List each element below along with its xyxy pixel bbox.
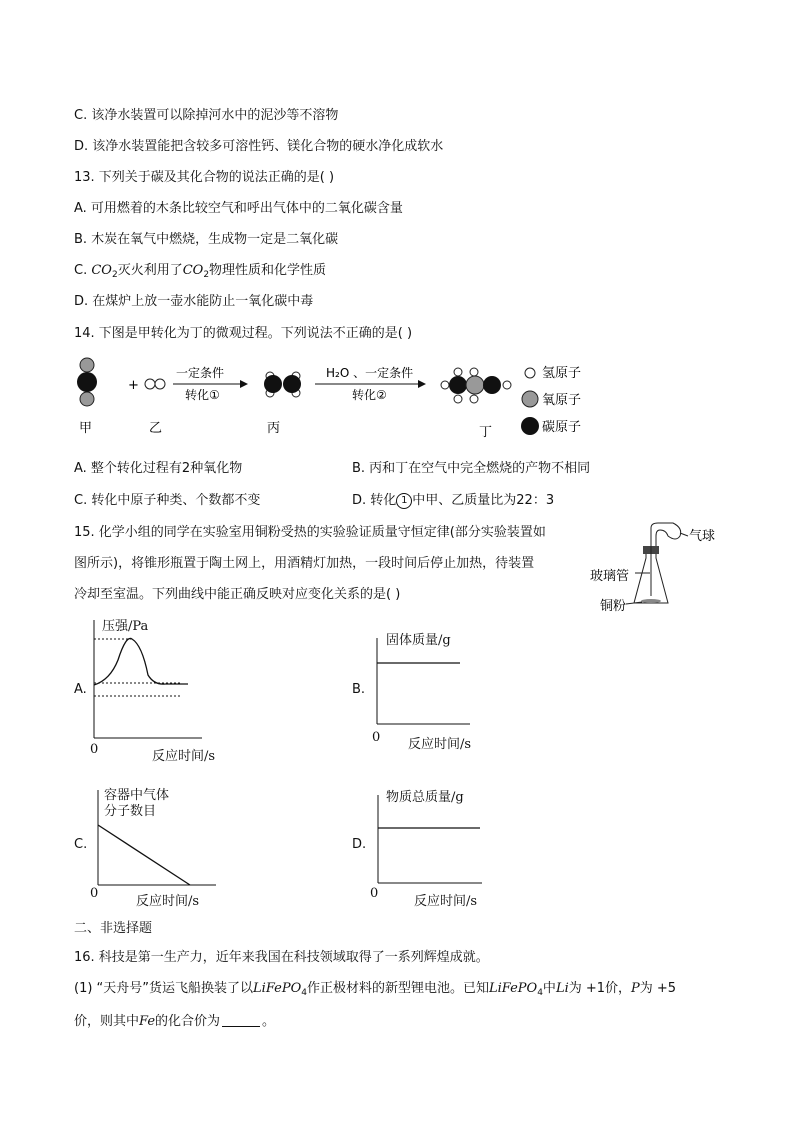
hydrogen-atom (441, 381, 449, 389)
arrow-2-head (418, 380, 426, 388)
q14-option-a: A. 整个转化过程有2种氧化物 (74, 461, 243, 476)
hydrogen-atom (454, 368, 462, 376)
graph-c-letter: C. (74, 837, 88, 852)
legend-oxygen-label: 氧原子 (542, 393, 582, 408)
q12-option-d: D. 该净水装置能把含较多可溶性钙、镁化合物的硬水净化成软水 (74, 139, 444, 154)
label-bing: 丙 (267, 421, 281, 436)
copper-powder-icon (641, 599, 661, 603)
q13-option-a: A. 可用燃着的木条比较空气和呼出气体中的二氧化碳含量 (74, 201, 403, 216)
q13-option-d: D. 在煤炉上放一壶水能防止一氧化碳中毒 (74, 294, 314, 309)
label-ding: 丁 (479, 425, 493, 440)
glass-tube-label: 玻璃管 (590, 569, 630, 584)
arrow1-top-label: 一定条件 (176, 366, 225, 380)
decreasing-line (98, 825, 190, 885)
hydrogen-atom (145, 379, 155, 389)
element-li: Li (555, 981, 569, 996)
subscript: 4 (301, 988, 307, 998)
formula-lifepo4: LiFePO (253, 981, 302, 996)
pressure-curve (94, 638, 188, 685)
q13c-post: 物理性质和化学性质 (209, 263, 327, 278)
graph-c-ylabel-1: 容器中气体 (104, 788, 170, 803)
graph-c-xlabel: 反应时间/s (136, 894, 200, 909)
graph-d (374, 795, 486, 887)
graph-b-origin: 0 (372, 730, 381, 745)
graph-b-ylabel: 固体质量/g (386, 633, 451, 648)
q14d-prefix: D. 转化 (352, 493, 397, 508)
balloon-pointer (680, 533, 688, 536)
legend-carbon-label: 碳原子 (542, 420, 582, 435)
q13-option-c (74, 259, 326, 280)
balloon-label: 气球 (689, 529, 716, 544)
q12-option-c: C. 该净水装置可以除掉河水中的泥沙等不溶物 (74, 108, 339, 123)
co2-formula: CO (91, 263, 112, 278)
graph-a-origin: 0 (90, 742, 99, 757)
arrow2-top-label: H₂O 、一定条件 (326, 366, 414, 380)
graph-a-ylabel: 压强/Pa (102, 619, 149, 634)
element-fe: Fe (139, 1014, 156, 1029)
hydrogen-atom (503, 381, 511, 389)
arrow-1-head (240, 380, 248, 388)
hydrogen-atom (470, 395, 478, 403)
q13-stem: 13. 下列关于碳及其化合物的说法正确的是( ) (74, 170, 335, 185)
co2-formula-2: CO (182, 263, 204, 278)
element-p: P (631, 981, 640, 996)
carbon-atom (449, 376, 467, 394)
q15-stem-line2: 图所示)，将锥形瓶置于陶土网上，用酒精灯加热，一段时间后停止加热，待装置 (74, 556, 535, 571)
subscript-2: 4 (537, 988, 543, 998)
graph-a-xlabel: 反应时间/s (152, 749, 216, 764)
q16-2-end: 。 (262, 1014, 276, 1029)
graph-b-xlabel: 反应时间/s (408, 737, 472, 752)
graph-a (90, 620, 210, 745)
q15-stem-line3: 冷却至室温。下列曲线中能正确反映对应变化关系的是( ) (74, 587, 401, 602)
q16-2-prefix: 价，则其中 (74, 1014, 140, 1029)
q15-stem-line1: 15. 化学小组的同学在实验室用铜粉受热的实验验证质量守恒定律(部分实验装置如 (74, 525, 546, 540)
graph-d-xlabel: 反应时间/s (414, 894, 478, 909)
circled-number: 1 (396, 493, 412, 509)
q13-option-b: B. 木炭在氧气中燃烧，生成物一定是二氧化碳 (74, 232, 339, 247)
subscript: 2 (111, 270, 118, 280)
graph-d-origin: 0 (370, 886, 379, 901)
q16-1-mid: 作正极材料的新型锂电池。已知 (306, 981, 489, 996)
arrow2-bottom-label: 转化② (352, 388, 387, 402)
q16-part1-line2 (74, 1010, 275, 1029)
q16-stem: 16. 科技是第一生产力，近年来我国在科技领域取得了一系列辉煌成就。 (74, 950, 489, 965)
plus-sign: + (128, 378, 139, 393)
hydrogen-atom (155, 379, 165, 389)
q16-1-prefix: (1) “天舟号”货运飞船换装了以 (74, 981, 254, 996)
q16-1-mid2: 中 (542, 981, 556, 996)
hydrogen-atom (470, 368, 478, 376)
graph-c-ylabel-2: 分子数目 (104, 804, 157, 819)
legend-hydrogen-symbol (525, 368, 535, 378)
q16-1-end: 为 +5 (639, 981, 677, 996)
balloon-icon (651, 523, 681, 546)
legend-oxygen-symbol (522, 391, 538, 407)
q16-1-mid3: 为 +1价， (568, 981, 632, 996)
carbon-atom (483, 376, 501, 394)
carbon-atom (77, 372, 97, 392)
oxygen-atom (80, 392, 94, 406)
q14-option-b: B. 丙和丁在空气中完全燃烧的产物不相同 (352, 461, 591, 476)
q14-option-d (352, 489, 554, 509)
q14d-post: 中甲、乙质量比为22：3 (412, 493, 555, 508)
answer-blank[interactable] (222, 1014, 260, 1027)
copper-label: 铜粉 (600, 599, 627, 614)
label-jia: 甲 (79, 421, 93, 436)
oxygen-atom (466, 376, 484, 394)
q13c-mid: 灭火利用了 (117, 263, 183, 278)
section-heading: 二、非选择题 (74, 921, 153, 936)
carbon-atom (264, 375, 282, 393)
q16-2-post: 的化合价为 (155, 1014, 221, 1029)
q13c-prefix: C. (74, 263, 92, 278)
q14-stem: 14. 下图是甲转化为丁的微观过程。下列说法不正确的是( ) (74, 326, 413, 341)
legend-hydrogen-label: 氢原子 (542, 366, 582, 381)
carbon-atom (283, 375, 301, 393)
subscript-2: 2 (203, 270, 210, 280)
arrow1-bottom-label: 转化① (185, 388, 220, 402)
molecule-conversion-diagram (70, 352, 610, 442)
graph-b-letter: B. (352, 682, 366, 697)
q16-part1-line1 (74, 977, 676, 998)
flask-apparatus (588, 518, 728, 618)
q14-option-c: C. 转化中原子种类、个数都不变 (74, 493, 261, 508)
legend-carbon-symbol (521, 417, 539, 435)
graph-a-letter: A. (74, 682, 87, 697)
oxygen-atom (80, 358, 94, 372)
graph-c-origin: 0 (90, 886, 99, 901)
graph-d-letter: D. (352, 837, 367, 852)
graph-d-ylabel: 物质总质量/g (386, 790, 464, 805)
graph-c (94, 790, 224, 890)
graph-b (374, 638, 474, 730)
hydrogen-atom (454, 395, 462, 403)
formula-lifepo4-2: LiFePO (488, 981, 538, 996)
label-yi: 乙 (149, 421, 163, 436)
